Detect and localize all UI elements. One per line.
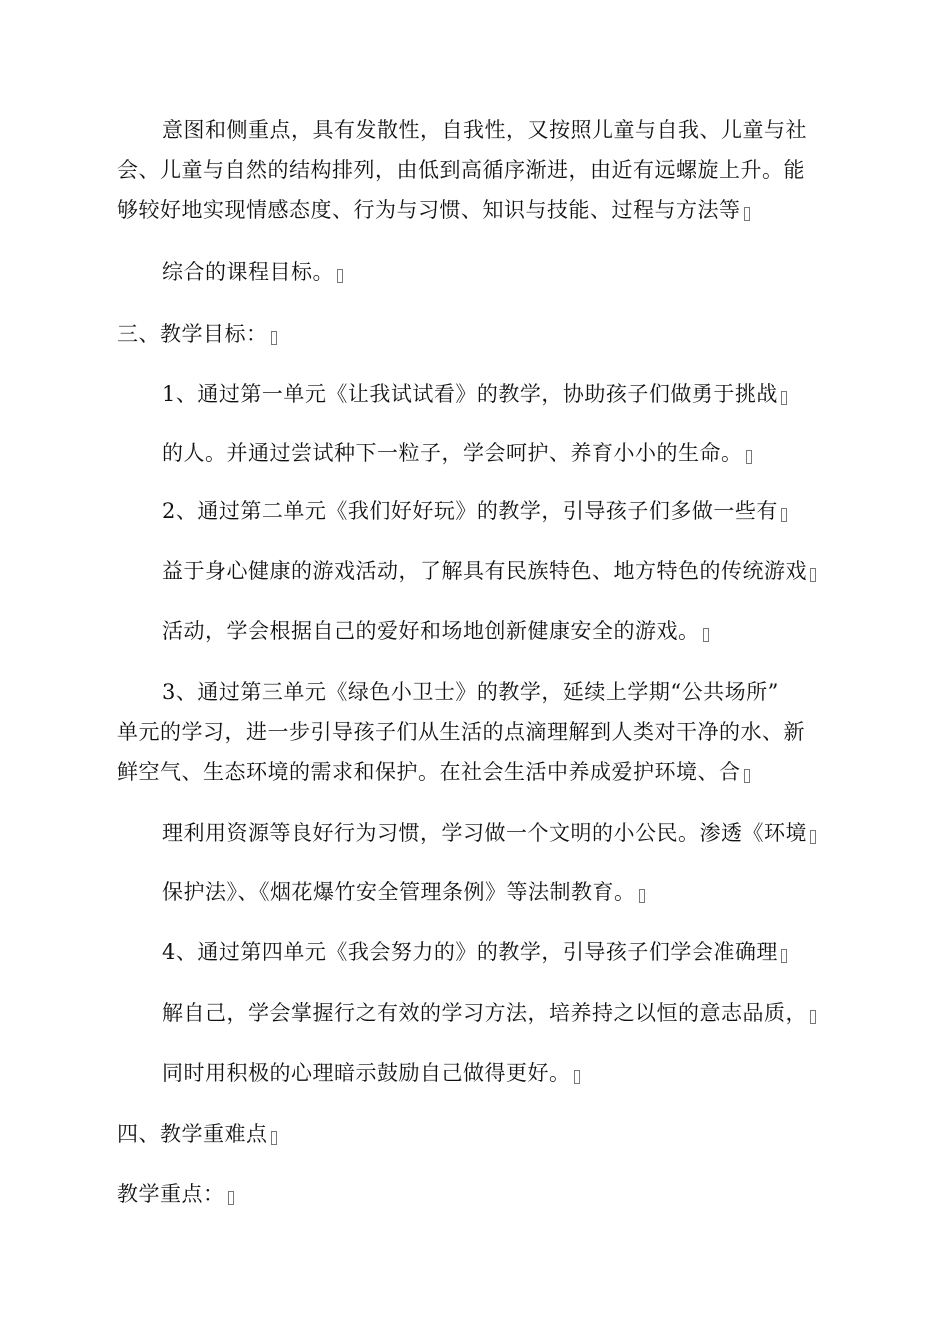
paragraph-line xyxy=(162,497,787,525)
paragraph-mark-icon xyxy=(574,1070,580,1084)
line-text: 1、通过第一单元《让我试试看》的教学，协助孩子们做勇于挑战 xyxy=(162,382,778,406)
paragraph-line xyxy=(162,878,645,906)
paragraph-line xyxy=(162,557,816,585)
paragraph-line xyxy=(162,999,816,1027)
section-heading xyxy=(117,320,277,348)
line-text: 的人。并通过尝试种下一粒子，学会呵护、养育小小的生命。 xyxy=(162,441,743,465)
line-text: 同时用积极的心理暗示鼓励自己做得更好。 xyxy=(162,1061,571,1085)
paragraph-line xyxy=(162,116,807,144)
paragraph-mark-icon xyxy=(744,207,750,221)
paragraph-mark-icon xyxy=(228,1191,234,1205)
line-text: 四、教学重难点 xyxy=(117,1122,268,1146)
paragraph-mark-icon xyxy=(810,830,816,844)
paragraph-mark-icon xyxy=(781,391,787,405)
paragraph-mark-icon xyxy=(271,1131,277,1145)
line-text: 3、通过第三单元《绿色小卫士》的教学，延续上学期“公共场所” xyxy=(162,680,779,704)
line-text: 益于身心健康的游戏活动，了解具有民族特色、地方特色的传统游戏 xyxy=(162,559,807,583)
paragraph-line xyxy=(162,1059,580,1087)
paragraph-line xyxy=(162,938,787,966)
paragraph-line xyxy=(117,718,805,746)
line-text: 活动，学会根据自己的爱好和场地创新健康安全的游戏。 xyxy=(162,619,700,643)
line-text: 2、通过第二单元《我们好好玩》的教学，引导孩子们多做一些有 xyxy=(162,499,778,523)
line-text: 意图和侧重点，具有发散性，自我性，又按照儿童与自我、儿童与社 xyxy=(162,118,807,142)
paragraph-mark-icon xyxy=(781,949,787,963)
paragraph-mark-icon xyxy=(746,450,752,464)
paragraph-line xyxy=(117,196,750,224)
paragraph-mark-icon xyxy=(703,628,709,642)
paragraph-line xyxy=(162,258,343,286)
section-heading xyxy=(117,1120,277,1148)
line-text: 综合的课程目标。 xyxy=(162,260,334,284)
line-text: 单元的学习，进一步引导孩子们从生活的点滴理解到人类对干净的水、新 xyxy=(117,720,805,744)
paragraph-line xyxy=(162,819,816,847)
line-text: 理利用资源等良好行为习惯，学习做一个文明的小公民。渗透《环境 xyxy=(162,821,807,845)
paragraph-mark-icon xyxy=(781,508,787,522)
paragraph-line xyxy=(117,156,805,184)
paragraph-mark-icon xyxy=(337,269,343,283)
line-text: 解自己，学会掌握行之有效的学习方法，培养持之以恒的意志品质， xyxy=(162,1001,807,1025)
line-text: 保护法》、《烟花爆竹安全管理条例》等法制教育。 xyxy=(162,880,636,904)
paragraph-mark-icon xyxy=(639,889,645,903)
paragraph-mark-icon xyxy=(744,769,750,783)
paragraph-line xyxy=(162,439,752,467)
line-text: 教学重点： xyxy=(117,1182,225,1206)
paragraph-line xyxy=(162,678,779,706)
line-text: 会、儿童与自然的结构排列，由低到高循序渐进，由近有远螺旋上升。能 xyxy=(117,158,805,182)
paragraph-mark-icon xyxy=(810,1010,816,1024)
paragraph-line xyxy=(117,758,750,786)
paragraph-line xyxy=(162,617,709,645)
line-text: 够较好地实现情感态度、行为与习惯、知识与技能、过程与方法等 xyxy=(117,198,741,222)
line-text: 4、通过第四单元《我会努力的》的教学，引导孩子们学会准确理 xyxy=(162,940,778,964)
paragraph-mark-icon xyxy=(810,568,816,582)
paragraph-line xyxy=(162,380,787,408)
paragraph-mark-icon xyxy=(271,331,277,345)
line-text: 鲜空气、生态环境的需求和保护。在社会生活中养成爱护环境、合 xyxy=(117,760,741,784)
subsection-heading xyxy=(117,1180,234,1208)
line-text: 三、教学目标： xyxy=(117,322,268,346)
